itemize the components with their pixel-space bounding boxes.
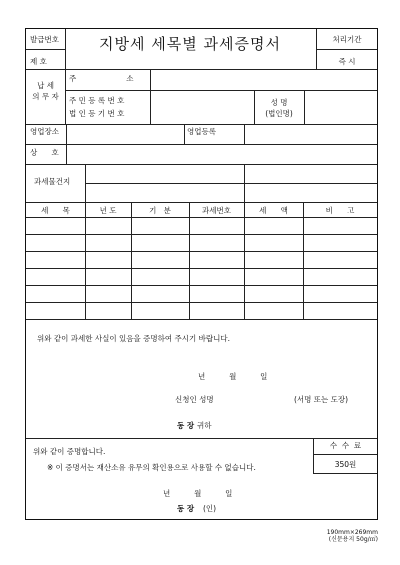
request-date-line: 년 월 일	[198, 372, 268, 381]
signature-note: (서명 또는 도장)	[294, 395, 349, 404]
col-header-tax-amount: 세 액	[259, 206, 288, 215]
number-label: 제 호	[30, 57, 47, 66]
addressee-suffix: 귀하	[197, 421, 212, 430]
corp-registration-label: 법 인 등 기 번 호	[69, 109, 125, 118]
fee-label: 수 수 료	[329, 441, 362, 450]
issuer: 동 장	[177, 504, 195, 513]
col-header-year: 년 도	[99, 206, 117, 215]
table-row-divider	[26, 302, 377, 303]
applicant-name-label: 신청인 성명	[175, 395, 214, 404]
issuer-seal: (인)	[203, 504, 217, 513]
table-row-divider	[26, 285, 377, 286]
tax-certificate-form	[25, 28, 378, 520]
certification-date-line: 년 월 일	[163, 489, 233, 498]
processing-period-label: 처리기간	[332, 35, 362, 44]
paper-size-note: 190mm×269mm	[326, 529, 378, 536]
col-header-period: 기 분	[149, 206, 171, 215]
business-place-label: 영업장소	[30, 127, 59, 136]
address-label: 주 소	[69, 74, 134, 83]
table-row-divider	[26, 234, 377, 235]
table-row-divider	[26, 251, 377, 252]
certification-statement: 위와 같이 증명합니다.	[33, 447, 106, 456]
table-row-divider	[26, 268, 377, 269]
name-label: 성 명 (법인명)	[265, 98, 293, 118]
document-title: 지방세 세목별 과세증명서	[99, 35, 281, 53]
col-header-tax-item: 세 목	[41, 206, 70, 215]
request-statement: 위와 같이 과세한 사실이 있음을 증명하여 주시기 바랍니다.	[37, 334, 230, 343]
taxpayer-label: 납 세 의 무 자	[32, 81, 59, 101]
taxable-object-label: 과세물건지	[34, 177, 71, 186]
certification-note: ※ 이 증명서는 재산소유 유무의 확인용으로 사용할 수 없습니다.	[47, 463, 256, 472]
business-registration-label: 영업등록	[187, 127, 216, 136]
col-header-tax-number: 과세번호	[202, 206, 231, 215]
processing-period-value: 즉 시	[338, 57, 356, 66]
trade-name-label: 상 호	[30, 148, 59, 157]
fee-value: 350원	[334, 460, 357, 469]
col-header-remarks: 비 고	[325, 206, 355, 215]
resident-number-label: 주 민 등 록 번 호	[69, 96, 125, 105]
paper-type-note: (신문용지 50g/㎡)	[328, 536, 378, 543]
addressee: 동 장	[177, 421, 195, 430]
issue-number-label: 발급번호	[30, 35, 59, 44]
